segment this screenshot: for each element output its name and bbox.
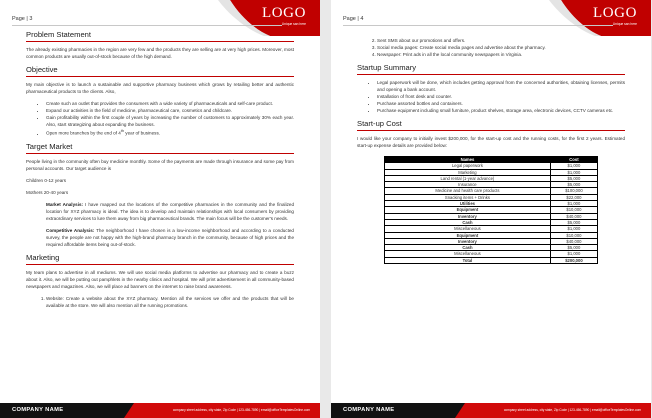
competitive-analysis	[26, 227, 294, 248]
section-title-startup-cost: Start-up Cost	[357, 119, 625, 131]
cell-name: Cash	[385, 245, 551, 251]
cell-name: Land rental (1-year advance)	[385, 175, 551, 181]
footer-company-name: COMPANY NAME	[343, 407, 395, 413]
list-item: • Purchase assorted bottles and containers.	[377, 100, 625, 107]
cell-name: Snacking items + Drinks	[385, 194, 551, 200]
startup-summary-list	[357, 79, 625, 114]
cell-name: Miscellaneous	[385, 226, 551, 232]
cell-name: Inventory	[385, 238, 551, 244]
cell-name: Marketing	[385, 169, 551, 175]
list-item: 3. Social media pages: Create social media pages and advertise about the pharmacy.	[377, 44, 625, 51]
superscript: th	[120, 129, 125, 133]
footer	[331, 403, 651, 418]
page-4-body	[357, 37, 625, 264]
cell-cost: $1,000	[550, 201, 597, 207]
competitive-analysis-text: The neighborhood I have chosen is a low-income neighborhood and according to a conducted survey, the people are not happy with the high-brand pharmacy branch in the community, because of high prices and the required affordable items being out-of-stock.	[46, 227, 294, 247]
target-intro: People living in the community often buy medicine monthly. Some of the payments are made through insurance and some pay from personal accounts. Our target audience is	[26, 158, 294, 171]
header-divider	[12, 25, 282, 26]
market-analysis-label: Market Analysis:	[46, 201, 84, 207]
page-4	[331, 0, 651, 418]
cell-cost: $1,000	[550, 226, 597, 232]
page-number: Page | 4	[343, 16, 364, 22]
startup-cost-text: I would like your company to initially invest $200,000, for the start-up cost and the running costs, for the first 2 years. Estimated start-up expense details are provided below:	[357, 136, 625, 148]
cell-cost: $5,000	[550, 245, 597, 251]
section-title-problem: Problem Statement	[26, 30, 294, 42]
cell-cost: $1,000	[550, 169, 597, 175]
cell-name: Equipment	[385, 207, 551, 213]
column-header-cost: Cost	[550, 157, 597, 163]
cell-cost: $10,000	[550, 207, 597, 213]
cell-cost: $1,000	[550, 163, 597, 169]
cell-cost: $200,000	[550, 257, 597, 263]
cell-cost: $5,000	[550, 175, 597, 181]
list-item	[46, 128, 294, 137]
list-item: • Purchase equipment including small furniture, product shelves, storage area, electronic devices, CCTV cameras etc.	[377, 107, 625, 114]
marketing-intro: My team plans to advertise in all mediums. We will use social media platforms to advertise our pharmacy and to create a buzz about it. Also, we will be putting out pamphlets in the nearby clinics and hospital. We will print advertisement in all community-based newspapers and magazines. Also, we will place ad banners on the internet to raise brand awareness.	[26, 269, 294, 289]
footer	[0, 403, 320, 418]
column-header-names: Names	[385, 157, 551, 163]
marketing-list	[26, 295, 294, 309]
list-item: • Gain profitability within the first couple of years by increasing the number of customers to approximately 30% each year. Also, start strategizing about expanding the business.	[46, 114, 294, 128]
page-number: Page | 3	[12, 16, 33, 22]
page-3	[0, 0, 320, 418]
startup-cost-table	[384, 156, 598, 264]
cell-name: Equipment	[385, 232, 551, 238]
cell-cost: $5,000	[550, 219, 597, 225]
market-analysis	[26, 201, 294, 222]
cell-cost: $40,000	[550, 238, 597, 244]
target-mothers: Mothers 20-40 years	[26, 189, 69, 195]
cell-name: Total	[385, 257, 551, 263]
table-row	[385, 257, 598, 263]
cell-cost: $40,000	[550, 213, 597, 219]
cell-name: Legal paperwork	[385, 163, 551, 169]
logo: LOGO	[261, 5, 306, 21]
logo-tagline: Unique san here	[612, 22, 637, 26]
header-divider	[343, 25, 613, 26]
section-title-marketing: Marketing	[26, 253, 294, 265]
cell-cost: $10,000	[550, 232, 597, 238]
list-item-text: Open more branches by the end of 4	[46, 130, 121, 136]
cell-cost: $1,000	[550, 251, 597, 257]
list-item-text: year of business.	[124, 130, 161, 136]
section-title-startup-summary: Startup Summary	[357, 63, 625, 75]
target-children: Children 0-12 years	[26, 177, 67, 183]
list-item: 4. Newspaper: Print ads in all the local community newspapers in Virginia.	[377, 51, 625, 58]
page-3-body	[26, 30, 294, 314]
objective-intro: My main objective is to launch a sustainable and supportive pharmacy business which grows by retailing better and authentic pharmaceutical products to the clients. Also,	[26, 82, 294, 94]
table-body	[385, 163, 598, 264]
cell-cost: $5,000	[550, 182, 597, 188]
list-item: • Expand our activities in the field of medicine, pharmaceutical care, cosmetics and childcare.	[46, 107, 294, 114]
cell-cost: $22,000	[550, 194, 597, 200]
logo: LOGO	[592, 5, 637, 21]
cell-name: Miscellaneous	[385, 251, 551, 257]
cell-name: Insurance	[385, 182, 551, 188]
list-item: 2. Sent SMS about our promotions and offers.	[377, 37, 625, 44]
cell-name: Utilities	[385, 201, 551, 207]
list-item: 1. Website: Create a website about the XYZ pharmacy. Mention all the services we offer and the products that will be available at the store. We will also mention all the running promotions.	[46, 295, 294, 309]
list-item: • Create such an outlet that provides the consumers with a wide variety of pharmaceuticals and self-care product.	[46, 100, 294, 107]
logo-tagline: Unique san here	[281, 22, 306, 26]
cell-name: Cash	[385, 219, 551, 225]
footer-company-name: COMPANY NAME	[12, 407, 64, 413]
cell-name: Medicine and health care products	[385, 188, 551, 194]
list-item: • Installation of front desk and counter.	[377, 93, 625, 100]
competitive-analysis-label: Competitive Analysis:	[46, 227, 95, 233]
problem-text: The already existing pharmacies in the region are very few and the products they are selling are at very high prices. Moreover, most common products are usually out-of-stock because of the high demand.	[26, 47, 294, 59]
section-title-objective: Objective	[26, 65, 294, 77]
marketing-list-continued	[357, 37, 625, 58]
section-title-target-market: Target Market	[26, 142, 294, 154]
objective-list	[26, 100, 294, 137]
cell-cost: $100,000	[550, 188, 597, 194]
cell-name: Inventory	[385, 213, 551, 219]
list-item: • Legal paperwork will be done, which includes getting approval from the concerned authorities, obtaining licenses, permits and opening a bank account.	[377, 79, 625, 93]
footer-address: company street address, city state, Zip Code | 123-456-7890 | email@officeTemplatesOnline.com	[503, 408, 641, 412]
market-analysis-text: I have mapped out the locations of the competitive pharmacies in the community and the finalized location for XYZ pharmacy is ideal. The idea is to develop and maintain relationships with local consumers by providing extraordinary services to lure them away from big pharmaceutical brands. The main focus will be the customer's needs.	[46, 201, 294, 221]
footer-address: company street address, city state, Zip Code | 123-456-7890 | email@officeTemplatesOnline.com	[172, 408, 310, 412]
